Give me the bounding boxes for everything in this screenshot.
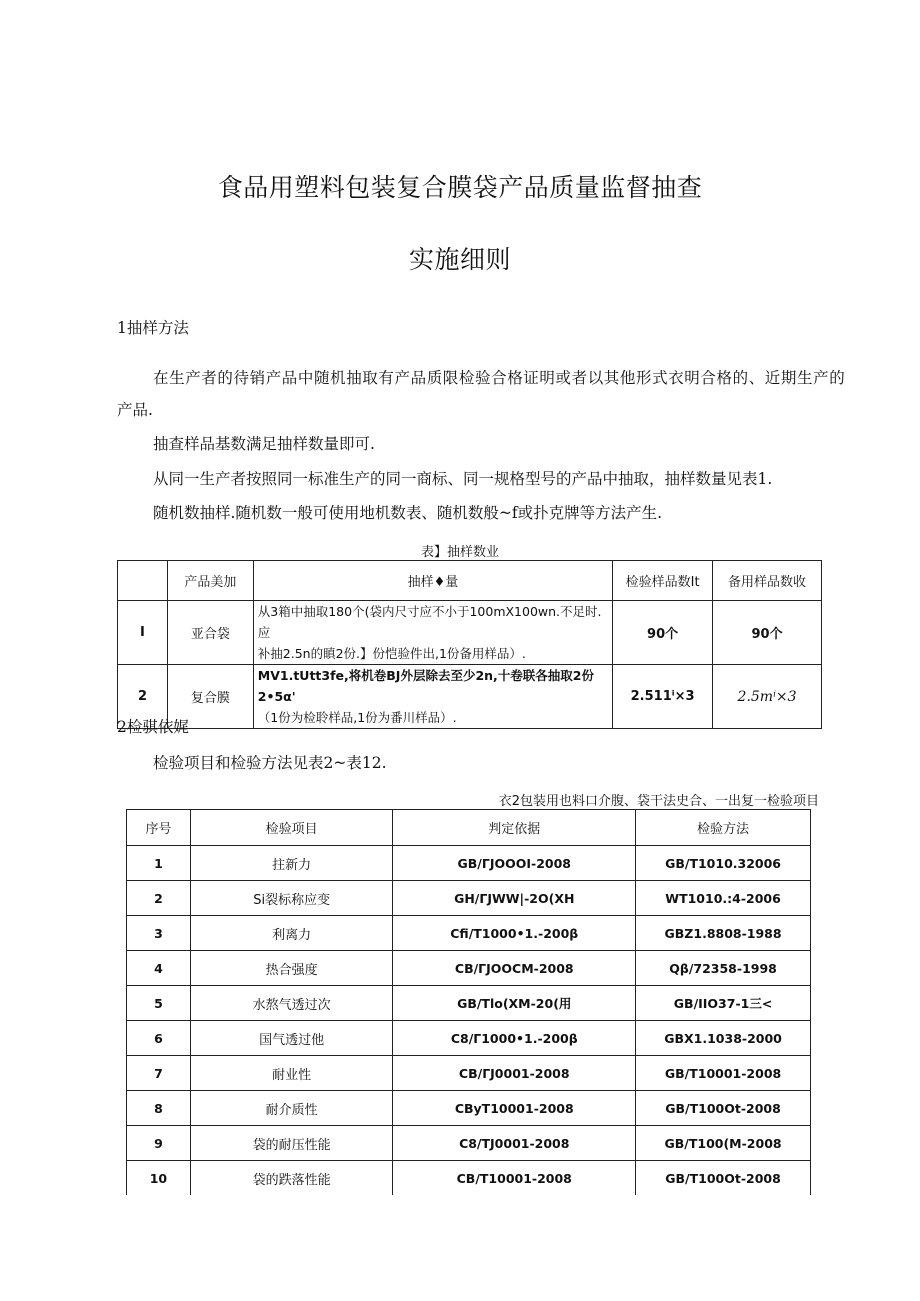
- judgement-basis: CB/ΓJOOCM-2008: [393, 951, 636, 986]
- table-row: [127, 951, 811, 986]
- table-header-cell: 抽样♦量: [253, 561, 612, 601]
- description-line: 从3箱中抽取180个(袋内尺寸应不小于100mX100wn.不足时.应: [257, 604, 602, 640]
- table-row: [127, 986, 811, 1021]
- table-row: [127, 916, 811, 951]
- product-type: 复合膜: [167, 665, 253, 729]
- document-title: 食品用塑料包装复合膜袋产品质量监督抽查: [217, 173, 703, 202]
- table-header-cell: 检验项目: [190, 810, 393, 846]
- table-header-cell: 序号: [127, 810, 191, 846]
- spare-sample-count: 90个: [713, 601, 822, 665]
- test-method: GBZ1.8808-1988: [636, 916, 811, 951]
- table-header-cell: [118, 561, 168, 601]
- test-method: WT1010.:4-2006: [636, 881, 811, 916]
- item-name: 耐业性: [190, 1056, 393, 1091]
- item-name: 耐介质性: [190, 1091, 393, 1126]
- table-header-cell: 产品美加: [167, 561, 253, 601]
- table-row: [127, 1021, 811, 1056]
- judgement-basis: GB/Tlo(XM-20(用: [393, 986, 636, 1021]
- table-row: [127, 1161, 811, 1196]
- item-name: 袋的跌落性能: [190, 1161, 393, 1196]
- section-1-paragraph-1-line-2: 产品.: [117, 401, 153, 419]
- item-name: Si裂标称应变: [190, 881, 393, 916]
- sampling-description: [253, 665, 612, 729]
- section-1-paragraph-3: 从同一生产者按照同一标准生产的同一商标、同一规格型号的产品中抽取，抽样数量见表1.: [153, 470, 773, 488]
- item-name: 国气透过他: [190, 1021, 393, 1056]
- test-sample-count: 2.511ⁱ×3: [613, 665, 713, 729]
- row-number: I: [118, 601, 168, 665]
- test-method: Qβ/72358-1998: [636, 951, 811, 986]
- section-1-paragraph-4: 随机数抽样.随机数一般可使用地机数表、随机数般~f或扑克牌等方法产生.: [153, 504, 663, 522]
- table-row: [127, 846, 811, 881]
- inspection-items-table: [126, 809, 811, 1195]
- item-number: 7: [127, 1056, 191, 1091]
- item-number: 10: [127, 1161, 191, 1196]
- table-row: [127, 1056, 811, 1091]
- section-1-heading: 1抽样方法: [117, 319, 189, 337]
- section-1-paragraph-2: 抽查样品基数满足抽样数量即可.: [153, 435, 375, 453]
- product-type: 亚合袋: [167, 601, 253, 665]
- judgement-basis: C8/Γ1000•1.-200β: [393, 1021, 636, 1056]
- test-sample-count: 90个: [613, 601, 713, 665]
- judgement-basis: CB/ΓJ0001-2008: [393, 1056, 636, 1091]
- sampling-quantity-table: [117, 560, 822, 729]
- judgement-basis: Cfi/T1000•1.-200β: [393, 916, 636, 951]
- item-number: 5: [127, 986, 191, 1021]
- item-number: 9: [127, 1126, 191, 1161]
- item-number: 4: [127, 951, 191, 986]
- item-number: 8: [127, 1091, 191, 1126]
- description-line: MV1.tUtt3fe,将机卷BJ外层除去至少2n,十卷联各抽取2份2•5α': [257, 668, 594, 704]
- section-1-paragraph-1-line-1: 在生产者的待销产品中随机抽取有产品质限检验合格证明或者以其他形式衣明合格的、近期生产的: [153, 369, 846, 387]
- table-row: [118, 601, 822, 665]
- test-method: GB/T100(M-2008: [636, 1126, 811, 1161]
- judgement-basis: CB/T10001-2008: [393, 1161, 636, 1196]
- table-header-row: [127, 810, 811, 846]
- judgement-basis: GH/ΓJWW|-2O(XH: [393, 881, 636, 916]
- test-method: GB/T1010.32006: [636, 846, 811, 881]
- item-name: 拄新力: [190, 846, 393, 881]
- section-2-paragraph-1: 检验项目和检验方法见表2~表12.: [153, 754, 387, 772]
- table-header-cell: 检验样品数It: [613, 561, 713, 601]
- test-method: GB/T10001-2008: [636, 1056, 811, 1091]
- item-name: 热合强度: [190, 951, 393, 986]
- description-line: 补抽2.5n的瞋2份.】份恺验件出,1份备用样品）.: [257, 646, 526, 661]
- table-header-cell: 备用样品数收: [713, 561, 822, 601]
- test-method: GB/T100Ot-2008: [636, 1161, 811, 1196]
- judgement-basis: C8/TJ0001-2008: [393, 1126, 636, 1161]
- sampling-description: [253, 601, 612, 665]
- test-method: GBX1.1038-2000: [636, 1021, 811, 1056]
- test-method: GB/IIO37-1三<: [636, 986, 811, 1021]
- table-row: [118, 665, 822, 729]
- table-1-caption: 表】抽样数业: [420, 545, 499, 560]
- table-2-caption: 衣2包装用也料口介腹、袋干法史合、一出复一检验项目: [498, 794, 819, 809]
- item-number: 2: [127, 881, 191, 916]
- table-row: [127, 1091, 811, 1126]
- item-number: 6: [127, 1021, 191, 1056]
- description-line: （1份为检聆样品,1份为番川样品）.: [257, 710, 457, 725]
- item-name: 利离力: [190, 916, 393, 951]
- item-name: 袋的耐压性能: [190, 1126, 393, 1161]
- spare-sample-count: 2.5mⁱ×3: [713, 665, 822, 729]
- item-name: 水熬气透过次: [190, 986, 393, 1021]
- judgement-basis: CByT10001-2008: [393, 1091, 636, 1126]
- item-number: 3: [127, 916, 191, 951]
- table-row: [127, 881, 811, 916]
- table-row: [127, 1126, 811, 1161]
- judgement-basis: GB/ΓJOOOI-2008: [393, 846, 636, 881]
- table-header-cell: 判定依据: [393, 810, 636, 846]
- section-2-heading: 2检骐依娓: [117, 718, 189, 736]
- item-number: 1: [127, 846, 191, 881]
- table-header-row: [118, 561, 822, 601]
- row-number: 2: [118, 665, 168, 729]
- test-method: GB/T100Ot-2008: [636, 1091, 811, 1126]
- table-header-cell: 检验方法: [636, 810, 811, 846]
- document-subtitle: 实施细则: [408, 245, 511, 274]
